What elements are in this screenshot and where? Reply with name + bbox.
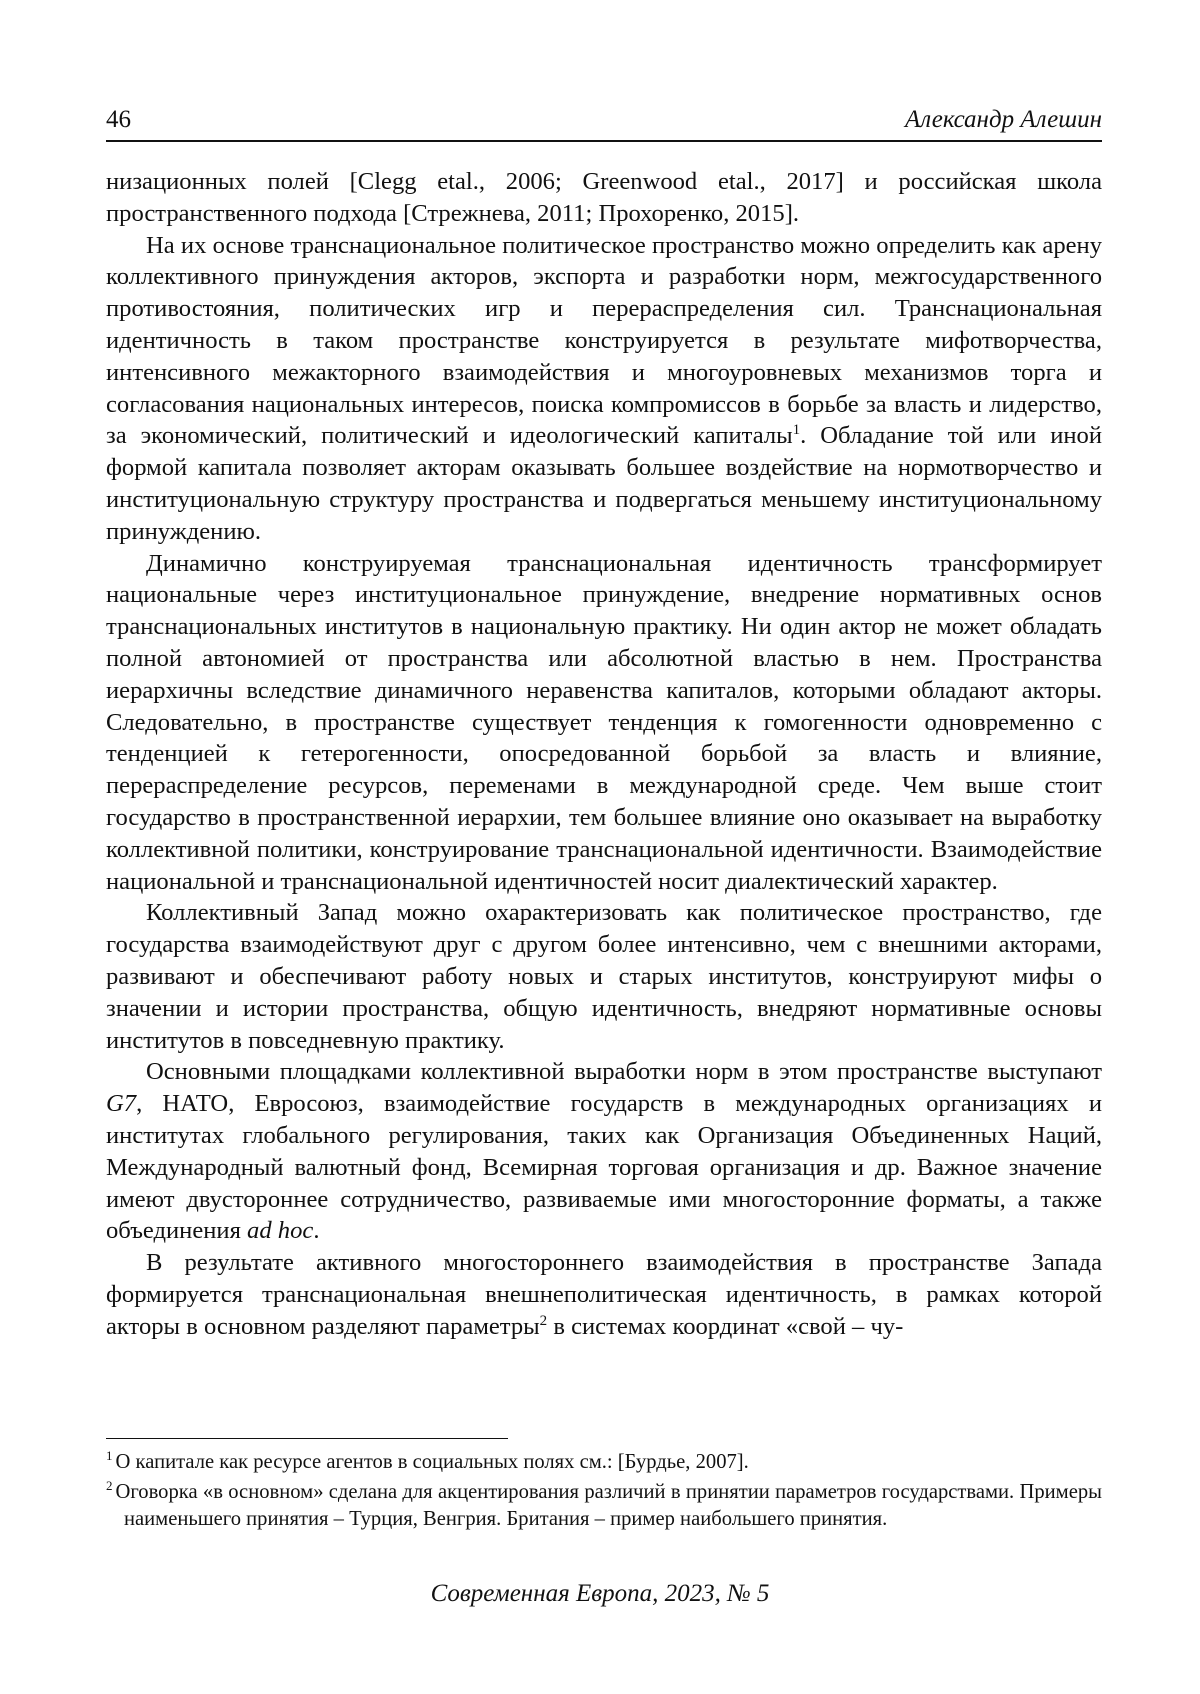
footnote-text: О капитале как ресурсе агентов в социальных полях см.: [Бурдье, 2007]. bbox=[115, 1451, 749, 1473]
text-run: низационных полей [Clegg etal., 2006; Greenwood etal., 2017] и российская школа пространственного подхода [Стрежнева, 2011; Прохоренко, 2015]. bbox=[106, 168, 1102, 227]
italic-text: ad hoc bbox=[247, 1217, 314, 1245]
text-run: Основными площадками коллективной выработки норм в этом пространстве выступают bbox=[146, 1058, 1102, 1086]
page-number: 46 bbox=[106, 106, 131, 133]
footnote-ref: 2 bbox=[539, 1312, 548, 1329]
footnote-ref: 1 bbox=[792, 422, 801, 439]
paragraph bbox=[106, 1056, 1102, 1247]
text-run: Динамично конструируемая транснациональная идентичность трансформирует национальные через институциональное принуждение, внедрение нормативных основ транснациональных институтов в национальную практику. Ни один актор не может обладать полной автономией от пространства или абсолютной властью в нем. Пространства иерархичны вследствие динамичного неравенства капиталов, которыми обладают акторы. Следовательно, в пространстве существует тенденция к гомогенности одновременно с тенденцией к гетерогенности, опосредованной борьбой за власть и влияние, перераспределение ресурсов, переменами в международной среде. Чем выше стоит государство в пространственной иерархии, тем большее влияние оно оказывает на выработку коллективной политики, конструирование транснациональной идентичности. Взаимодействие национальной и транснациональной идентичностей носит диалектический характер. bbox=[106, 549, 1102, 895]
footnotes bbox=[106, 1449, 1102, 1536]
paragraph bbox=[106, 1247, 1102, 1342]
text-run: . Обладание той или иной формой капитала позволяет акторам оказывать большее воздействие на нормотворчество и институциональную структуру пространства и подвергаться меньшему институциональному принуждению. bbox=[106, 422, 1102, 545]
footnote-mark: 2 bbox=[106, 1477, 113, 1493]
italic-text: G7 bbox=[106, 1090, 137, 1118]
text-run: На их основе транснациональное политическое пространство можно определить как арену коллективного принуждения акторов, экспорта и разработки норм, межгосударственного противостояния, политических игр и перераспределения сил. Транснациональная идентичность в таком пространстве конструируется в результате мифотворчества, интенсивного межакторного взаимодействия и многоуровневых механизмов торга и согласования национальных интересов, поиска компромиссов в борьбе за власть и лидерство, за экономический, политический и идеологический капиталы bbox=[106, 231, 1102, 450]
text-run: в системах координат «свой – чу- bbox=[547, 1312, 904, 1340]
footnote-mark: 1 bbox=[106, 1448, 113, 1463]
footnote-text: Оговорка «в основном» сделана для акцентирования различий в принятии параметров государствами. Примеры наименьшего принятия – Турция, Венгрия. Британия – пример наибольшего принятия. bbox=[115, 1480, 1102, 1530]
text-run: . bbox=[313, 1217, 320, 1245]
paragraph bbox=[106, 897, 1102, 1056]
text-run: , НАТО, Евросоюз, взаимодействие государств в международных организациях и институтах глобального регулирования, таких как Организация Объединенных Наций, Международный валютный фонд, Всемирная торговая организация и др. Важное значение имеют двустороннее сотрудничество, развиваемые ими многосторонние форматы, а также объединения bbox=[106, 1090, 1102, 1245]
running-header bbox=[106, 106, 1102, 142]
paragraph bbox=[106, 548, 1102, 898]
author-name: Александр Алешин bbox=[904, 106, 1102, 133]
footnote bbox=[106, 1449, 1102, 1477]
paragraph bbox=[106, 230, 1102, 548]
text-run: В результате активного многостороннего взаимодействия в пространстве Запада формируется транснациональная внешнеполитическая идентичность, в рамках которой акторы в основном разделяют параметры bbox=[106, 1249, 1102, 1340]
article-body bbox=[106, 166, 1102, 1342]
text-run: Коллективный Запад можно охарактеризовать как политическое пространство, где государства взаимодействуют друг с другом более интенсивно, чем с внешними акторами, развивают и обеспечивают работу новых и старых институтов, конструируют мифы о значении и истории пространства, общую идентичность, внедряют нормативные основы институтов в повседневную практику. bbox=[106, 899, 1102, 1054]
journal-footer: Современная Европа, 2023, № 5 bbox=[430, 1580, 770, 1607]
paragraph bbox=[106, 166, 1102, 230]
footnote-divider bbox=[106, 1438, 508, 1439]
footnote bbox=[106, 1479, 1102, 1534]
